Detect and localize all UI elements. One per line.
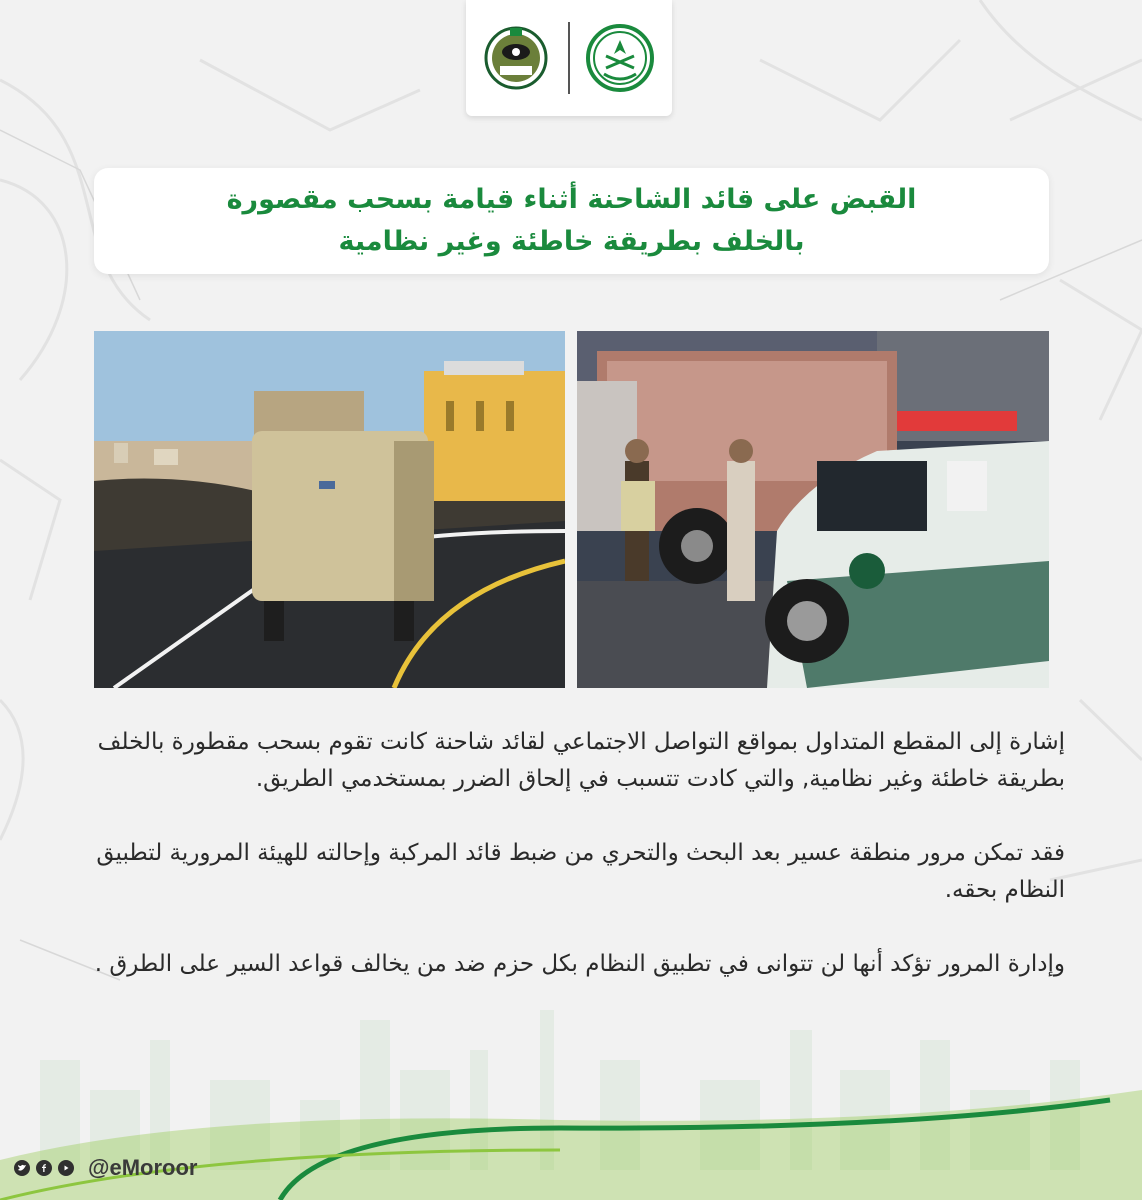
social-handle[interactable]: @eMoroor bbox=[88, 1155, 198, 1180]
paragraph-2: فقد تمكن مرور منطقة عسير بعد البحث والتحري من ضبط قائد المركبة وإحالته للهيئة المرورية لتطبيق النظام بحقه. bbox=[96, 840, 1065, 903]
ministry-emblem-icon bbox=[588, 26, 652, 90]
title-line-2: بالخلف بطريقة خاطئة وغير نظامية bbox=[338, 226, 805, 257]
title-card bbox=[94, 168, 1049, 274]
paragraph-3: وإدارة المرور تؤكد أنها لن تتوانى في تطبيق النظام بكل حزم ضد من يخالف قواعد السير على الطرق . bbox=[94, 951, 1065, 977]
traffic-stop-photo bbox=[577, 331, 1049, 688]
emblems bbox=[466, 0, 672, 116]
youtube-icon[interactable] bbox=[58, 1160, 74, 1176]
twitter-icon[interactable] bbox=[14, 1160, 30, 1176]
traffic-emblem-icon bbox=[486, 28, 546, 88]
road-truck-photo bbox=[94, 331, 565, 688]
logo-header bbox=[466, 0, 672, 116]
facebook-icon[interactable] bbox=[36, 1160, 52, 1176]
social-footer bbox=[14, 1148, 197, 1188]
paragraph-1: إشارة إلى المقطع المتداول بمواقع التواصل الاجتماعي لقائد شاحنة كانت تقوم بسحب مقطورة بالخلف بطريقة خاطئة وغير نظامية, والتي كادت تتسبب في إلحاق الضرر بمستخدمي الطريق. bbox=[97, 729, 1065, 792]
title-line-1: القبض على قائد الشاحنة أثناء قيامة بسحب مقصورة bbox=[226, 184, 917, 215]
article-body bbox=[80, 724, 1065, 1020]
